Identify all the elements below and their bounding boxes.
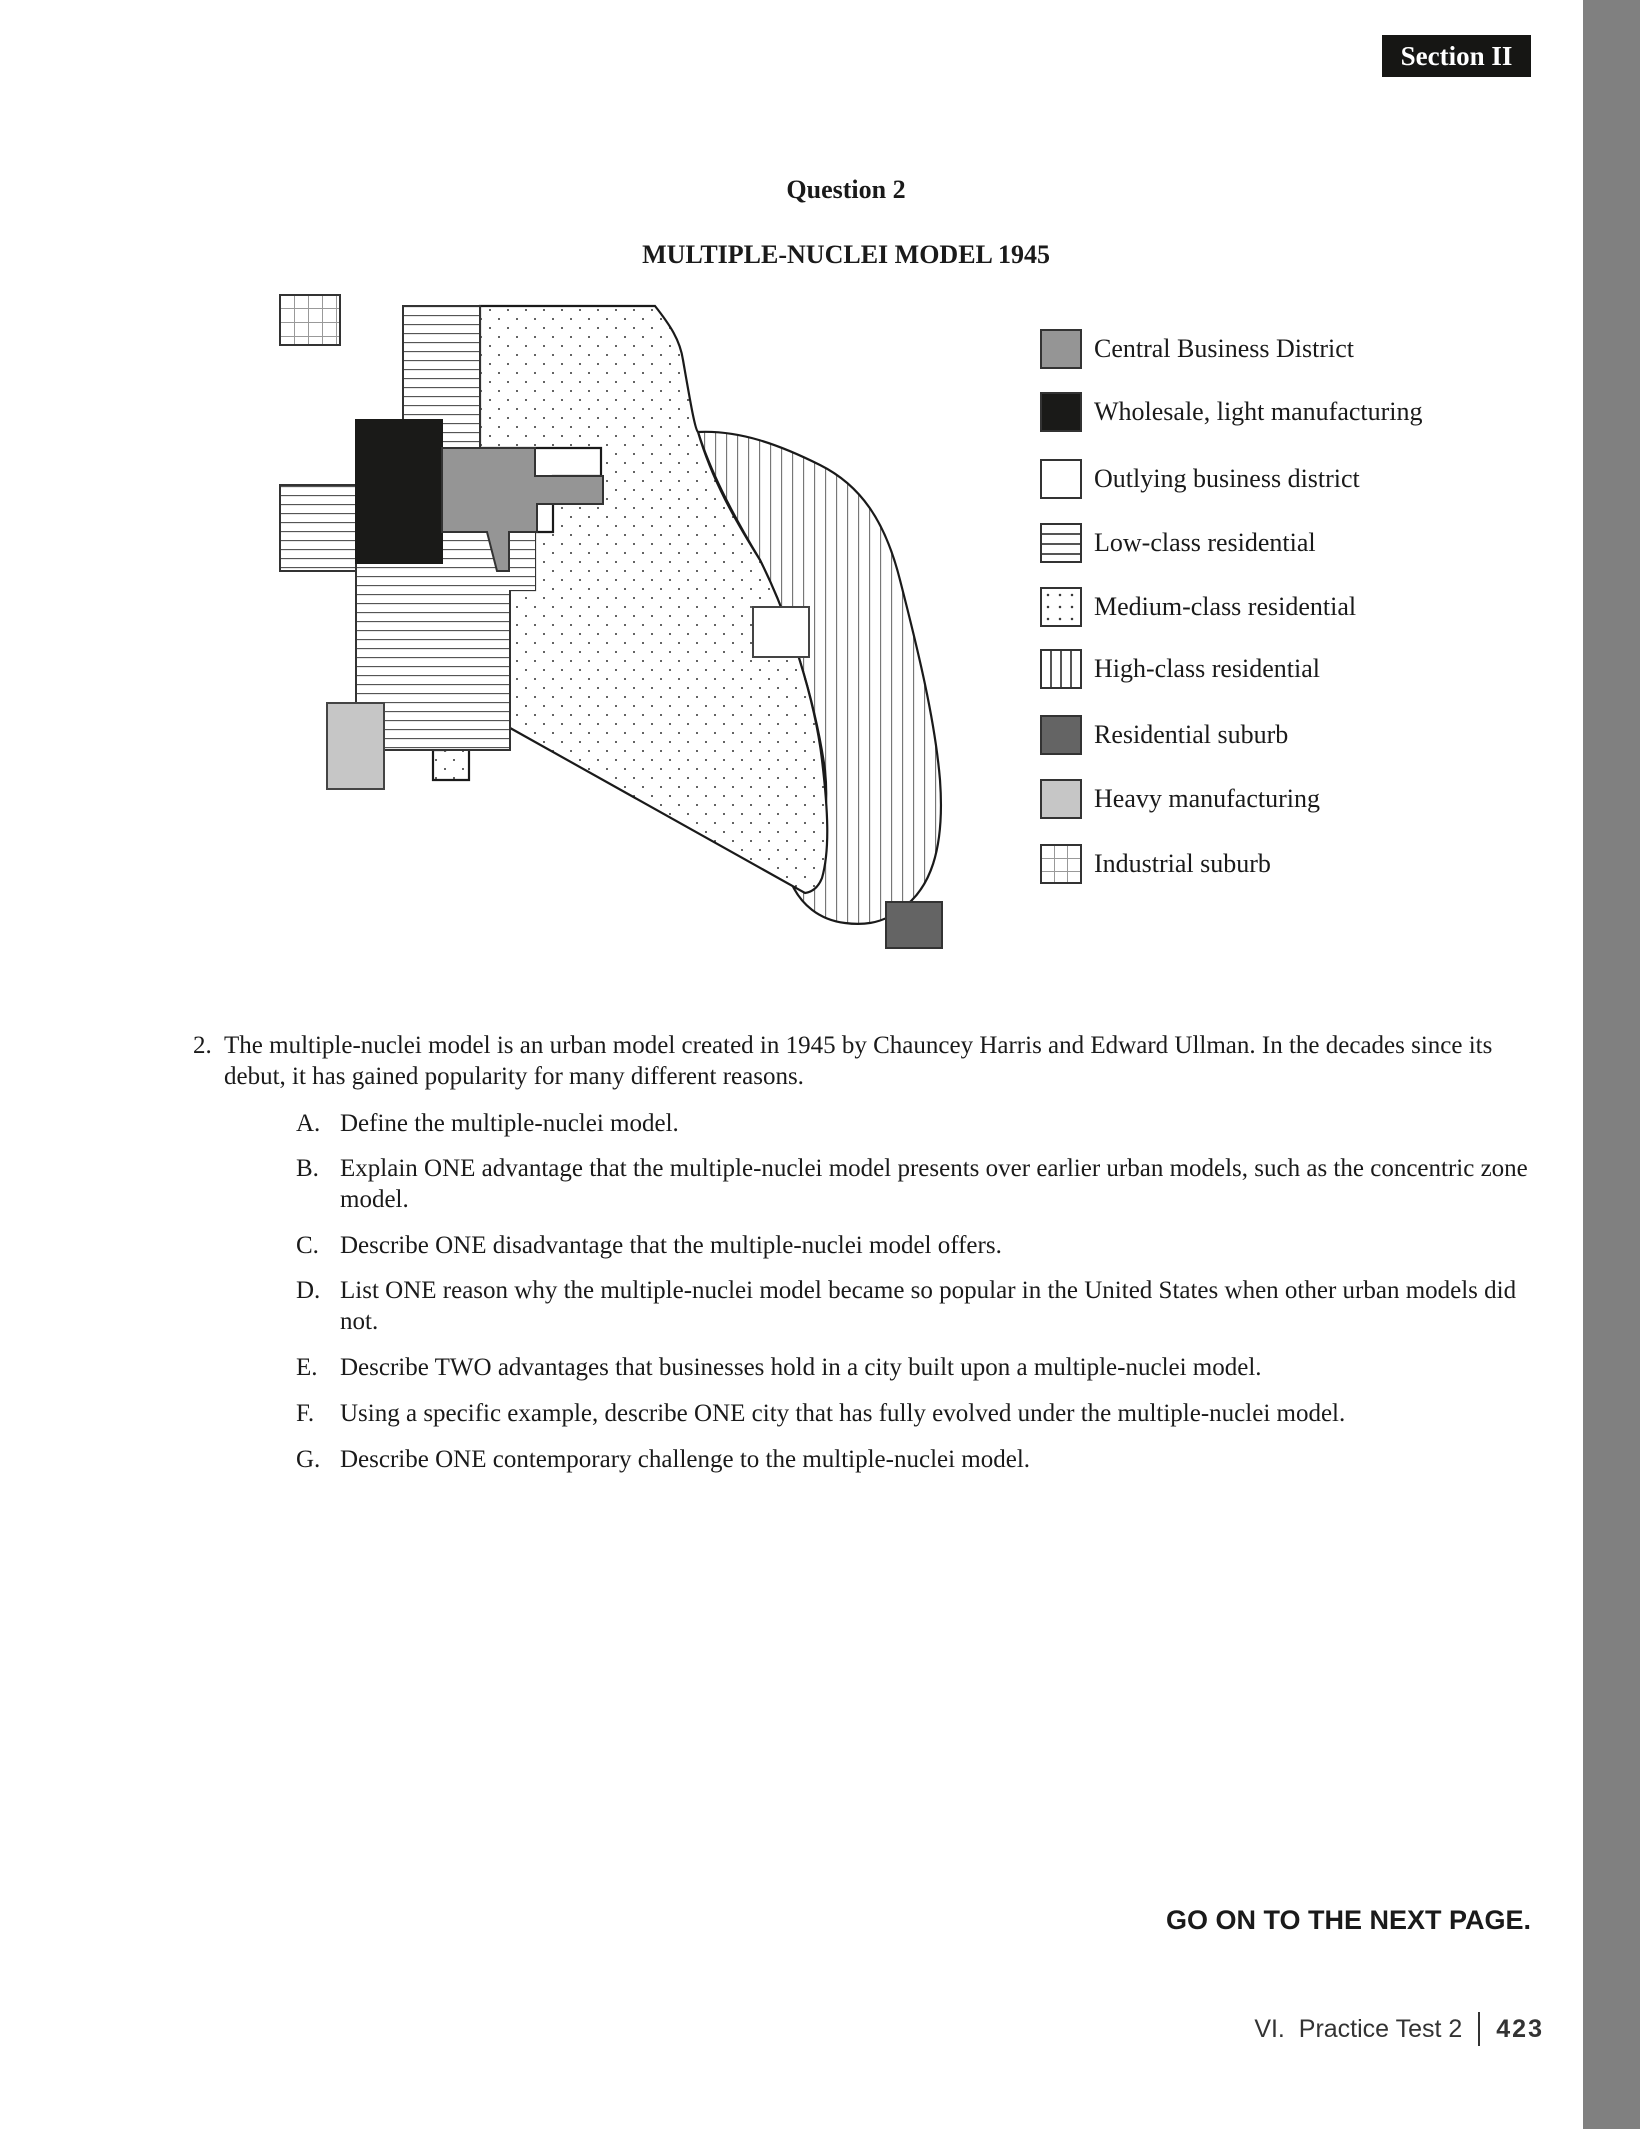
page-number: 423 xyxy=(1496,2014,1544,2043)
legend-item-medium-class: Medium-class residential xyxy=(1040,586,1356,628)
section-badge: Section II xyxy=(1382,35,1531,77)
footer-divider xyxy=(1478,2012,1480,2046)
question-text: The multiple-nuclei model is an urban model created in 1945 by Chauncey Harris and Edward Ullman. In the decades since its debut, it has gained popularity for many different reasons. xyxy=(224,1032,1493,1090)
legend-item-heavy-manufacturing: Heavy manufacturing xyxy=(1040,778,1320,820)
residential-suburb-swatch-icon xyxy=(1040,715,1082,755)
question-heading: Question 2 xyxy=(786,175,906,204)
heavy-manufacturing-zone xyxy=(327,703,384,789)
residential-suburb-zone xyxy=(886,902,942,948)
legend-item-outlying-business: Outlying business district xyxy=(1040,458,1360,500)
chapter-label: VI. Practice Test 2 xyxy=(1254,2014,1463,2043)
legend-item-residential-suburb: Residential suburb xyxy=(1040,714,1288,756)
page-edge-tab xyxy=(1583,0,1640,2129)
medium-class-swatch-icon xyxy=(1040,587,1082,627)
figure-title: MULTIPLE-NUCLEI MODEL 1945 xyxy=(642,240,1050,269)
heavy-manufacturing-swatch-icon xyxy=(1040,779,1082,819)
low-class-residential-left xyxy=(280,485,360,571)
question-number: 2. xyxy=(193,1032,212,1059)
multiple-nuclei-map xyxy=(260,280,980,960)
outlying-business-district-zone xyxy=(753,607,809,657)
legend-item-high-class: High-class residential xyxy=(1040,648,1320,690)
legend-item-wholesale: Wholesale, light manufacturing xyxy=(1040,391,1423,433)
low-class-swatch-icon xyxy=(1040,523,1082,563)
legend-item-industrial-suburb: Industrial suburb xyxy=(1040,843,1271,885)
industrial-suburb-swatch-icon xyxy=(1040,844,1082,884)
go-on-next-page-notice: GO ON TO THE NEXT PAGE. xyxy=(1165,1905,1531,1935)
legend-item-cbd: Central Business District xyxy=(1040,328,1354,370)
legend-item-low-class: Low-class residential xyxy=(1040,522,1316,564)
outlying-business-swatch-icon xyxy=(1040,459,1082,499)
page-footer xyxy=(1254,2012,1544,2046)
industrial-suburb-zone xyxy=(280,295,340,345)
high-class-swatch-icon xyxy=(1040,649,1082,689)
wholesale-light-manufacturing-zone xyxy=(356,420,442,563)
wholesale-swatch-icon xyxy=(1040,392,1082,432)
cbd-swatch-icon xyxy=(1040,329,1082,369)
